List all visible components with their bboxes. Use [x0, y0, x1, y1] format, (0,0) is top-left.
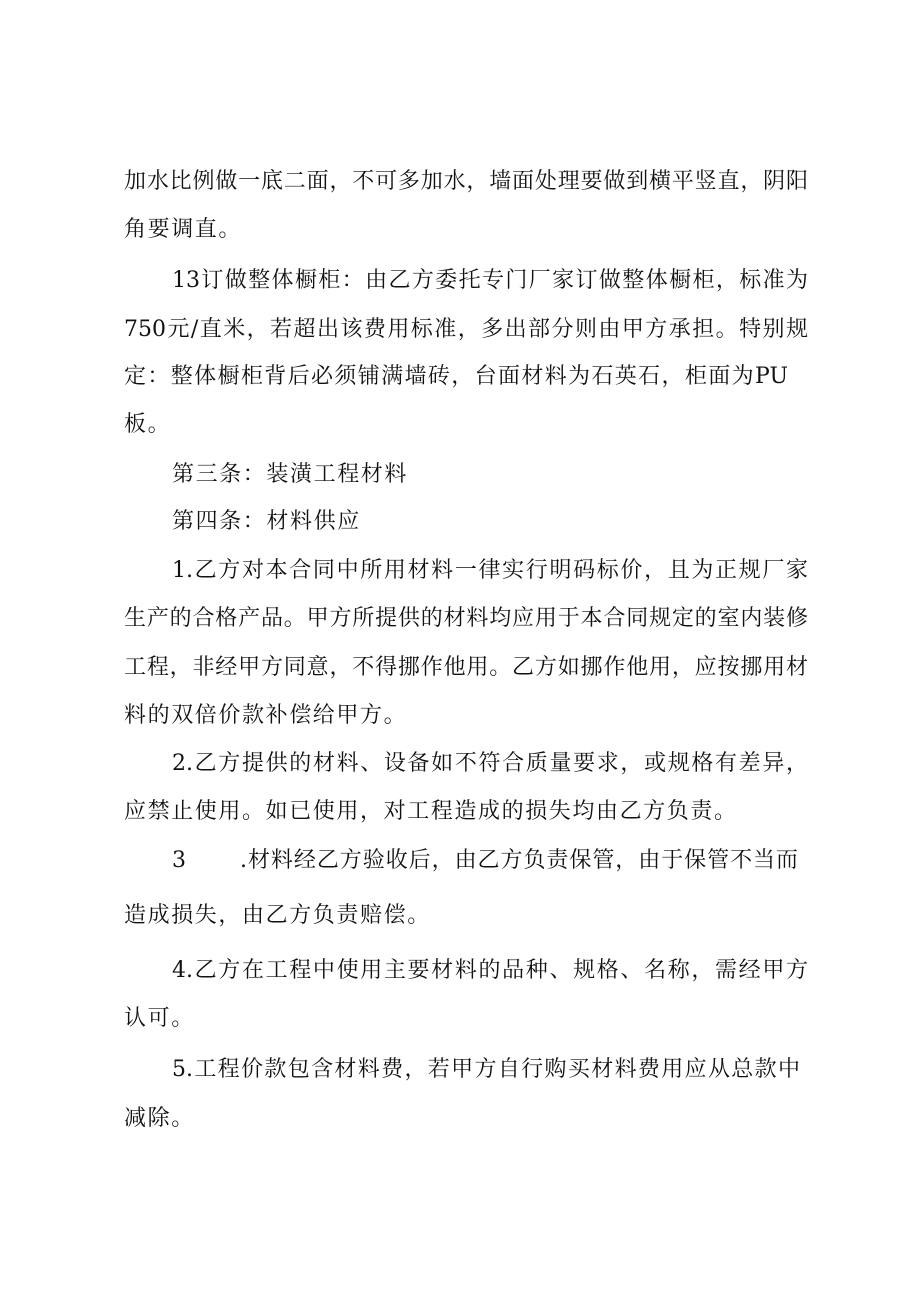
section-heading: 第四条：材料供应 [172, 509, 361, 534]
paragraph-line: 5.工程价款包含材料费，若甲方自行购买材料费用应从总款中 [172, 1057, 800, 1082]
paragraph-line: 加水比例做一底二面，不可多加水，墙面处理要做到横平竖直，阴阳 [124, 169, 808, 194]
item-number: 3 [172, 848, 186, 873]
paragraph-line: 减除。 [124, 1106, 195, 1131]
paragraph-line: 750元/直米，若超出该费用标准，多出部分则由甲方承担。特别规 [124, 317, 808, 342]
paragraph-line: 角要调直。 [124, 217, 243, 242]
paragraph-line [172, 847, 798, 875]
paragraph-line: 定：整体橱柜背后必须铺满墙砖，台面材料为石英石，柜面为PU [124, 364, 788, 389]
paragraph-line: 认可。 [124, 1006, 195, 1031]
paragraph-line: 13订做整体橱柜：由乙方委托专门厂家订做整体橱柜，标准为 [172, 268, 808, 293]
item-text: .材料经乙方验收后，由乙方负责保管，由于保管不当而 [240, 848, 798, 873]
paragraph-line: 料的双倍价款补偿给甲方。 [124, 703, 408, 728]
paragraph-line: 工程，非经甲方同意，不得挪作他用。乙方如挪作他用，应按挪用材 [124, 655, 808, 680]
paragraph-line: 生产的合格产品。甲方所提供的材料均应用于本合同规定的室内装修 [124, 606, 808, 631]
paragraph-line: 2.乙方提供的材料、设备如不符合质量要求，或规格有差异， [172, 751, 808, 776]
section-heading: 第三条：装潢工程材料 [172, 462, 409, 487]
paragraph-line: 4.乙方在工程中使用主要材料的品种、规格、名称，需经甲方 [172, 958, 808, 983]
paragraph-line: 板。 [124, 412, 172, 437]
paragraph-line: 应禁止使用。如已使用，对工程造成的损失均由乙方负责。 [124, 799, 738, 824]
paragraph-line: 1.乙方对本合同中所用材料一律实行明码标价，且为正规厂家 [172, 558, 808, 583]
paragraph-line: 造成损失，由乙方负责赔偿。 [124, 903, 431, 928]
